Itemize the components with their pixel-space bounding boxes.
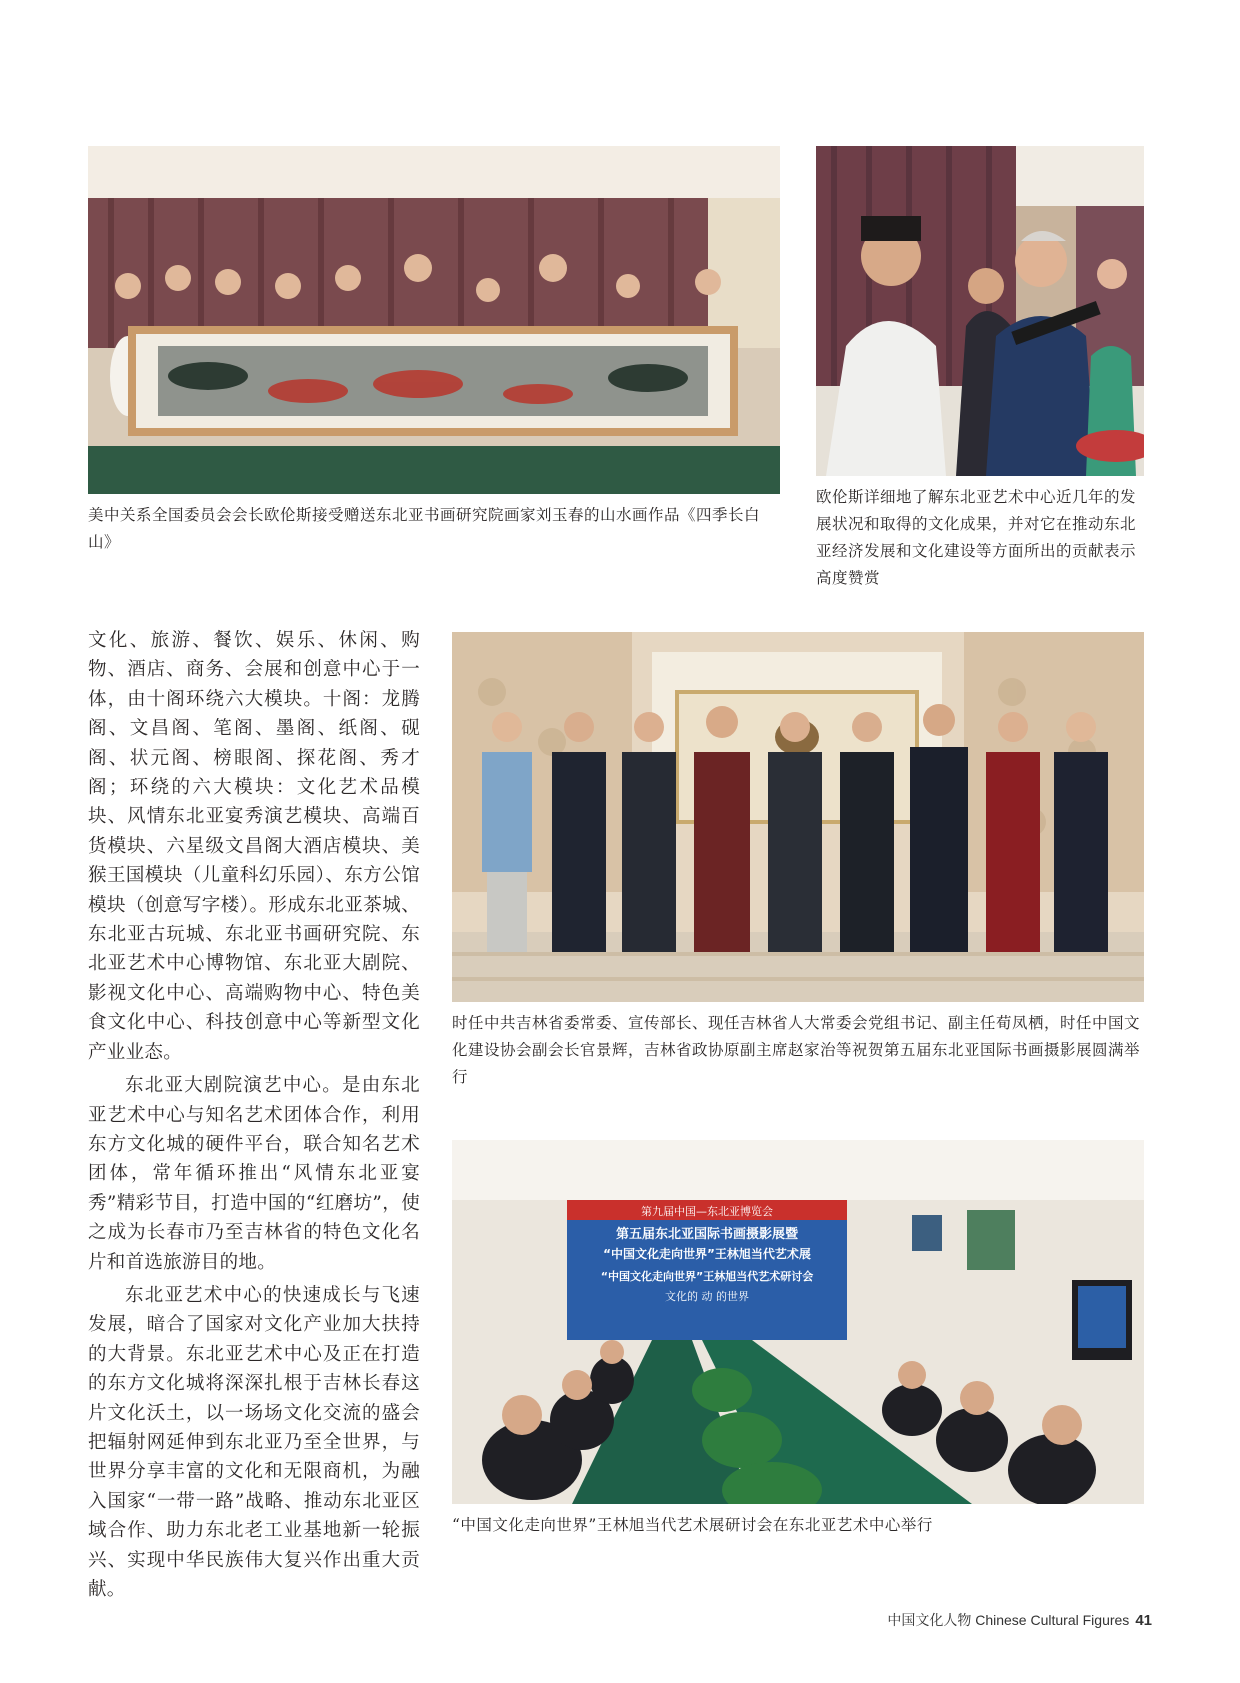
caption-photo-2: 欧伦斯详细地了解东北亚艺术中心近几年的发展状况和取得的文化成果，并对它在推动东北亚经济发展和文化建设等方面所出的贡献表示高度赞赏 — [816, 488, 1137, 587]
banner-line-3: “中国文化走向世界”王林旭当代艺术展 — [603, 1247, 811, 1261]
photo-handshake — [816, 146, 1144, 476]
banner-line-1: 第九届中国—东北亚博览会 — [641, 1205, 773, 1218]
caption-photo-3: 时任中共吉林省委常委、宣传部长、现任吉林省人大常委会党组书记、副主任荀凤栖，时任中国文化建设协会副会长官景辉，吉林省政协原副主席赵家治等祝贺第五届东北亚国际书画摄影展圆满举行 — [452, 1014, 1141, 1086]
banner-line-4: “中国文化走向世界”王林旭当代艺术研讨会 — [600, 1270, 814, 1283]
body-text-column — [88, 626, 420, 1604]
caption-photo-4: “中国文化走向世界”王林旭当代艺术展研讨会在东北亚艺术中心举行 — [452, 1516, 933, 1534]
photo-group-officials — [452, 632, 1144, 1002]
body-paragraph-1: 文化、旅游、餐饮、娱乐、休闲、购物、酒店、商务、会展和创意中心于一体，由十阁环绕六大模块。十阁：龙腾阁、文昌阁、笔阁、墨阁、纸阁、砚阁、状元阁、榜眼阁、探花阁、秀才阁；环绕的六大模块：文化艺术品模块、风情东北亚宴秀演艺模块、高端百货模块、六星级文昌阁大酒店模块、美猴王国模块（儿童科幻乐园）、东方公馆模块（创意写字楼）。形成东北亚茶城、东北亚古玩城、东北亚书画研究院、东北亚艺术中心博物馆、东北亚大剧院、影视文化中心、高端购物中心、特色美食文化中心、科技创意中心等新型文化产业业态。 — [88, 630, 420, 1063]
page-number: 41 — [1135, 1612, 1152, 1629]
magazine-title: 中国文化人物 Chinese Cultural Figures — [887, 1612, 1130, 1628]
caption-photo-1: 美中关系全国委员会会长欧伦斯接受赠送东北亚书画研究院画家刘玉春的山水画作品《四季长白山》 — [88, 506, 761, 551]
banner-line-5: 文化的 动 的世界 — [665, 1290, 749, 1303]
page-footer — [887, 1610, 1152, 1630]
banner-line-2: 第五届东北亚国际书画摄影展暨 — [615, 1227, 799, 1242]
photo-symposium — [452, 1140, 1144, 1504]
body-paragraph-2: 东北亚大剧院演艺中心。是由东北亚艺术中心与知名艺术团体合作，利用东方文化城的硬件平台，联合知名艺术团体，常年循环推出“风情东北亚宴秀”精彩节目，打造中国的“红磨坊”，使之成为长春市乃至吉林省的特色文化名片和首选旅游目的地。 — [88, 1075, 420, 1273]
body-paragraph-3: 东北亚艺术中心的快速成长与飞速发展，暗合了国家对文化产业加大扶持的大背景。东北亚艺术中心及正在打造的东方文化城将深深扎根于吉林长春这片文化沃土，以一场场文化交流的盛会把辐射网延伸到东北亚乃至全世界，与世界分享丰富的文化和无限商机，为融入国家“一带一路”战略、推动东北亚区域合作、助力东北老工业基地新一轮振兴、实现中华民族伟大复兴作出重大贡献。 — [88, 1284, 420, 1600]
photo-painting-presentation — [88, 146, 780, 494]
